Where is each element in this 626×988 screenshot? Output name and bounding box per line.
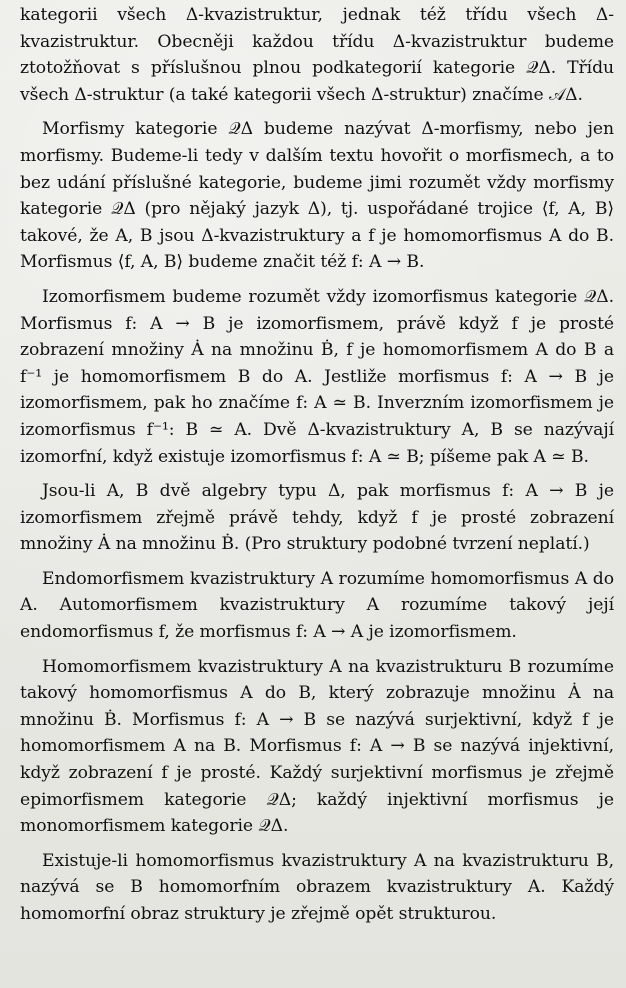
paragraph-1: kategorii všech Δ-kvazistruktur, jednak též třídu všech Δ-kvazistruktur. Obecněji každou třídu Δ-kvazistruktur budeme ztotožňovat s příslušnou plnou podkategorií kategorie 𝒬Δ. Třídu všech Δ-struktur (a také kategorii všech Δ-struktur) značíme 𝒜Δ. <box>20 5 614 105</box>
paragraph-2: Morfismy kategorie 𝒬Δ budeme nazývat Δ-morfismy, nebo jen morfismy. Budeme-li tedy v dalším textu hovořit o morfismech, a to bez udání příslušné kategorie, budeme jimi rozumět vždy morfismy kategorie 𝒬Δ (pro nějaký jazyk Δ), tj. uspořádané trojice ⟨f, A, B⟩ takové, že A, B jsou Δ-kvazistruktury a f je homomorfismus A do B. Morfismus ⟨f, A, B⟩ budeme značit též f: A → B. <box>20 119 614 273</box>
paragraph-6: Homomorfismem kvazistruktury A na kvazistrukturu B rozumíme takový homomorfismus A do B, který zobrazuje množinu Ȧ na množinu Ḃ. Morfismus f: A → B se nazývá surjektivní, když f je homomorfismem A na B. Morfismus f: A → B se nazývá injektivní, když zobrazení f je prosté. Každý surjektivní morfismus je zřejmě epimorfismem kategorie 𝒬Δ; každý injektivní morfismus je monomorfismem kategorie 𝒬Δ. <box>20 656 614 837</box>
paragraph-5: Endomorfismem kvazistruktury A rozumíme homomorfismus A do A. Automorfismem kvazistruktury A rozumíme takový její endomorfismus f, že morfismus f: A → A je izomorfismem. <box>20 568 614 643</box>
paragraph-7: Existuje-li homomorfismus kvazistruktury A na kvazistrukturu B, nazývá se B homomorfním obrazem kvazistruktury A. Každý homomorfní obraz struktury je zřejmě opět strukturou. <box>20 850 614 924</box>
paragraph-4: Jsou-li A, B dvě algebry typu Δ, pak morfismus f: A → B je izomorfismem zřejmě právě tehdy, když f je prosté zobrazení množiny Ȧ na množinu Ḃ. (Pro struktury podobné tvrzení neplatí.) <box>20 481 614 555</box>
paragraph-3: Izomorfismem budeme rozumět vždy izomorfismus kategorie 𝒬Δ. Morfismus f: A → B je izomorfismem, právě když f je prosté zobrazení množiny Ȧ na množinu Ḃ, f je homomorfismem A do B a f⁻¹ je homomorfismem B do A. Jestliže morfismus f: A → B je izomorfismem, pak ho značíme f: A ≃ B. Inverzním izomorfismem je izomorfismus f⁻¹: B ≃ A. Dvě Δ-kvazistruktury A, B se nazývají izomorfní, když existuje izomorfismus f: A ≃ B; píšeme pak A ≃ B. <box>20 286 614 467</box>
